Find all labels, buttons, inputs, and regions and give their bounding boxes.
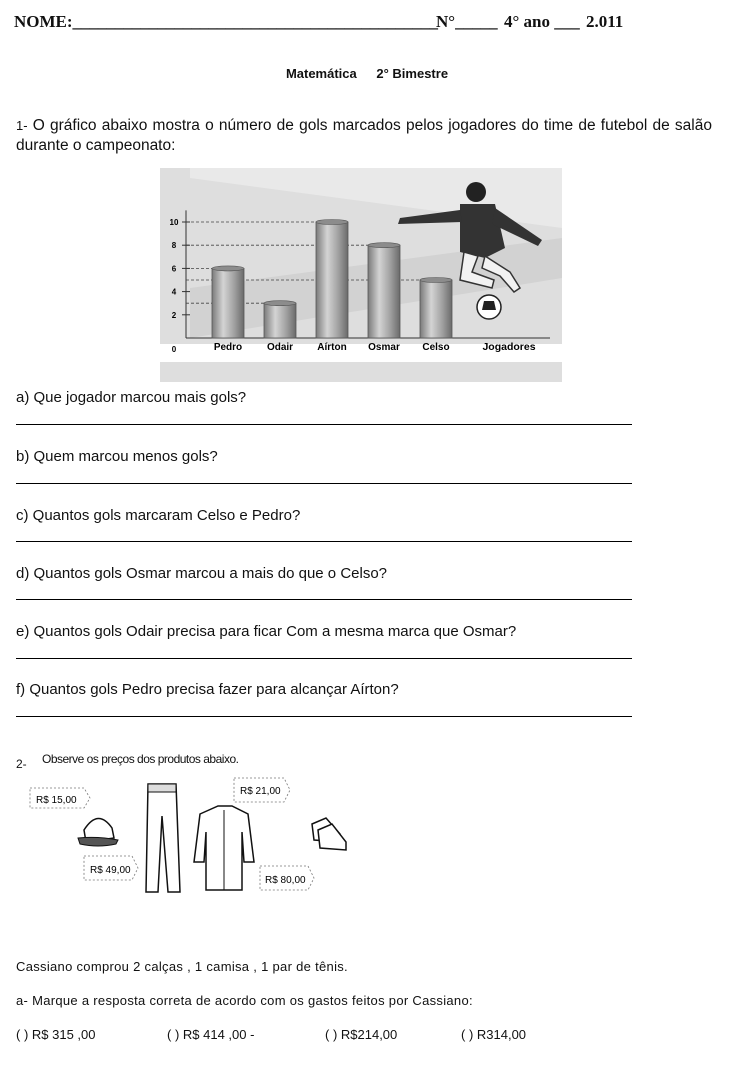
subquestion-b: b) Quem marcou menos gols? [16, 448, 218, 465]
question-2-number: 2- [16, 757, 27, 771]
option-4-checkbox[interactable]: ( ) R314,00 [461, 1027, 527, 1042]
y-tick-label: 10 [169, 218, 179, 227]
price-shoes: R$ 80,00 [265, 875, 306, 886]
year-text: 2.011 [586, 12, 624, 31]
page-subtitle [0, 66, 734, 81]
x-axis-label: Jogadores [482, 341, 536, 353]
answer-line[interactable] [16, 658, 632, 659]
question-2-title: Observe os preços dos produtos abaixo. [42, 752, 239, 766]
x-tick-label: Odair [266, 342, 294, 353]
x-tick-label: Celso [422, 342, 450, 353]
bar-top [212, 266, 244, 271]
bar-odair [264, 303, 296, 338]
x-tick-label: Osmar [368, 342, 400, 353]
question-2-instruction: a- Marque a resposta correta de acordo com os gastos feitos por Cassiano: [16, 993, 473, 1008]
pants-icon [146, 784, 180, 892]
subject-text: Matemática [285, 66, 357, 81]
products-illustration [28, 772, 358, 906]
price-tag-cap [30, 788, 90, 808]
shirt-icon [194, 806, 254, 890]
option-3-checkbox[interactable]: ( ) R$214,00 [325, 1027, 398, 1042]
price-tag-shoes [260, 866, 314, 890]
x-tick-label: Aírton [317, 342, 347, 353]
answer-line[interactable] [16, 424, 632, 425]
y-tick-label: 0 [171, 345, 177, 354]
answer-line[interactable] [16, 716, 632, 717]
period-text: 2° Bimestre [376, 66, 449, 81]
subquestion-a: a) Que jogador marcou mais gols? [16, 389, 247, 406]
question-1-statement: O gráfico abaixo mostra o número de gols marcados pelos jogadores do time de futebol de salão durante o campeonato: [16, 117, 712, 154]
bar-celso [420, 280, 452, 338]
bar-top [420, 278, 452, 283]
question-1-number: 1- [16, 118, 28, 133]
question-1-text [16, 116, 712, 156]
bar-top [316, 220, 348, 225]
bar-osmar [368, 245, 400, 338]
subquestion-f: f) Quantos gols Pedro precisa fazer para alcançar Aírton? [16, 681, 399, 698]
question-2-statement: Cassiano comprou 2 calças , 1 camisa , 1 par de tênis. [16, 959, 348, 974]
y-tick-label: 8 [171, 241, 177, 251]
price-tag-shirt [234, 778, 290, 802]
number-field: N°_____ [436, 12, 498, 31]
goals-bar-chart [160, 168, 562, 382]
option-2-checkbox[interactable]: ( ) R$ 414 ,00 - [167, 1027, 255, 1042]
bar-top [264, 301, 296, 306]
price-tag-pants [84, 856, 138, 880]
price-pants: R$ 49,00 [90, 865, 131, 876]
answer-line[interactable] [16, 541, 632, 542]
bar-pedro [212, 268, 244, 338]
y-tick-label: 6 [171, 264, 177, 274]
answer-line[interactable] [16, 599, 632, 600]
x-tick-label: Pedro [213, 342, 243, 353]
answer-line[interactable] [16, 483, 632, 484]
bar-top [368, 243, 400, 248]
sneakers-icon [312, 818, 346, 850]
bar-aírton [316, 222, 348, 338]
subquestion-e: e) Quantos gols Odair precisa para ficar Com a mesma marca que Osmar? [16, 623, 517, 640]
option-1-checkbox[interactable]: ( ) R$ 315 ,00 [16, 1027, 96, 1042]
name-field: NOME:___________________________________________ [14, 12, 439, 31]
subquestion-d: d) Quantos gols Osmar marcou a mais do que o Celso? [16, 565, 388, 582]
y-tick-label: 4 [171, 287, 177, 297]
price-shirt: R$ 21,00 [240, 786, 281, 797]
student-header [14, 12, 724, 36]
y-tick-label: 2 [171, 310, 177, 320]
subquestion-c: c) Quantos gols marcaram Celso e Pedro? [16, 507, 301, 524]
cap-icon [78, 818, 118, 846]
price-cap: R$ 15,00 [36, 795, 77, 806]
grade-field: 4° ano ___ [504, 12, 580, 31]
